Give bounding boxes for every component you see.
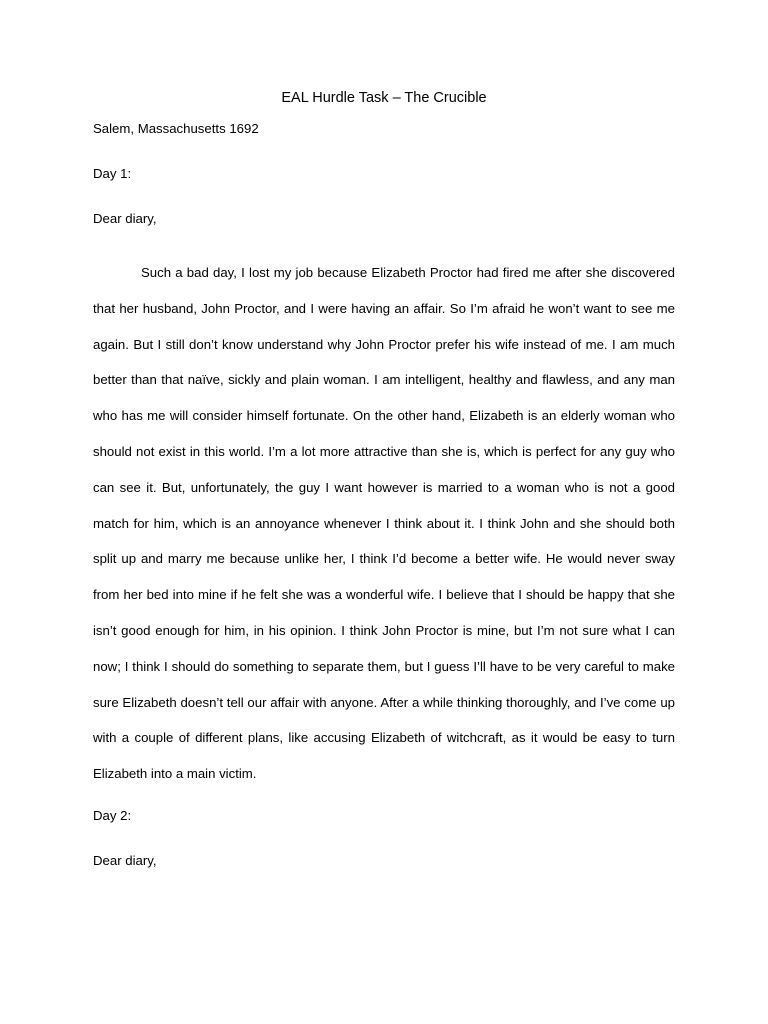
setting-line: Salem, Massachusetts 1692: [93, 121, 259, 136]
day-2-salutation: Dear diary,: [93, 853, 157, 868]
document-page: [93, 0, 675, 1024]
document-title: EAL Hurdle Task – The Crucible: [281, 90, 487, 106]
day-1-heading: Day 1:: [93, 166, 132, 181]
day-2-heading: Day 2:: [93, 808, 132, 823]
day-1-body: Such a bad day, I lost my job because Elizabeth Proctor had fired me after she discovered that her husband, John Proctor, and I were having an affair. So I’m afraid he won’t want to see me again. But I still don’t know understand why John Proctor prefer his wife instead of me. I am much better than that naïve, sickly and plain woman. I am intelligent, healthy and flawless, and any man who has me will consider himself fortunate. On the other hand, Elizabeth is an elderly woman who should not exist in this world. I’m a lot more attractive than she is, which is perfect for any guy who can see it. But, unfortunately, the guy I want however is married to a woman who is not a good match for him, which is an annoyance whenever I think about it. I think John and she should both split up and marry me because unlike her, I think I’d become a better wife. He would never sway from her bed into mine if he felt she was a wonderful wife. I believe that I should be happy that she isn’t good enough for him, in his opinion. I think John Proctor is mine, but I’m not sure what I can now; I think I should do something to separate them, but I guess I’ll have to be very careful to make sure Elizabeth doesn’t tell our affair with anyone. After a while thinking thoroughly, and I’ve come up with a couple of different plans, like accusing Elizabeth of witchcraft, as it would be easy to turn Elizabeth into a main victim.: [93, 265, 675, 782]
day-1-salutation: Dear diary,: [93, 211, 157, 226]
